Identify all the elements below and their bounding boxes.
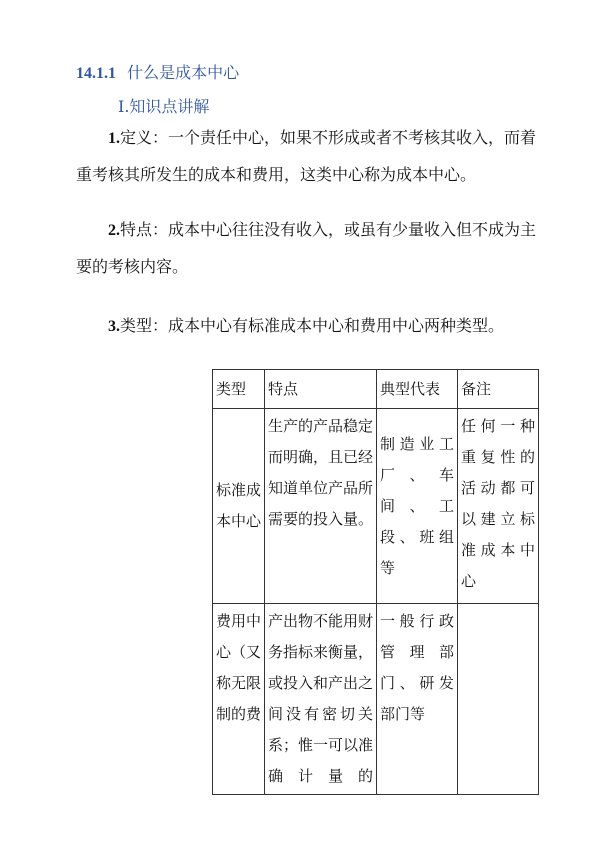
table-cell-example: 一般行政管理部门、研发部门等 <box>377 604 458 795</box>
table-header-cell: 典型代表 <box>377 370 458 409</box>
table-cell-type: 标准成本中心 <box>213 409 265 604</box>
table-cell-type: 费用中心（又称无限制的费 <box>213 604 265 795</box>
table-cell-feature: 生产的产品稳定而明确，且已经知道单位产品所需要的投入量。 <box>265 409 377 604</box>
point-definition <box>76 120 546 193</box>
table-header-cell: 类型 <box>213 370 265 409</box>
table-cell-note <box>458 604 539 795</box>
point-text: 定义：一个责任中心，如果不形成或者不考核其收入，而着重考核其所发生的成本和费用，这类中心称为成本中心。 <box>76 128 537 184</box>
section-title-text: 什么是成本中心 <box>127 63 240 82</box>
table-cell-example: 制造业工厂、车间、工段、班组等 <box>377 409 458 604</box>
table-cell-note: 任何一种重复性的活动都可以建立标准成本中心 <box>458 409 539 604</box>
point-label: 3. <box>108 318 120 335</box>
point-label: 2. <box>108 222 120 239</box>
point-text: 特点：成本中心往往没有收入，或虽有少量收入但不成为主要的考核内容。 <box>76 220 537 276</box>
table-row <box>213 409 539 604</box>
cost-center-table <box>212 369 539 795</box>
section-number: 14.1.1 <box>76 65 116 82</box>
section-title <box>76 60 239 83</box>
point-types <box>76 308 546 345</box>
subheading: Ⅰ.知识点讲解 <box>118 97 210 116</box>
point-text: 类型：成本中心有标准成本中心和费用中心两种类型。 <box>120 316 505 335</box>
point-label: 1. <box>108 130 120 147</box>
table-header-cell: 特点 <box>265 370 377 409</box>
table-cell-feature: 产出物不能用财务指标来衡量，或投入和产出之间没有密切关系；惟一可以准确计量的 <box>265 604 377 795</box>
point-features <box>76 212 546 285</box>
table-header-row <box>213 370 539 409</box>
table-header-cell: 备注 <box>458 370 539 409</box>
table-row <box>213 604 539 795</box>
